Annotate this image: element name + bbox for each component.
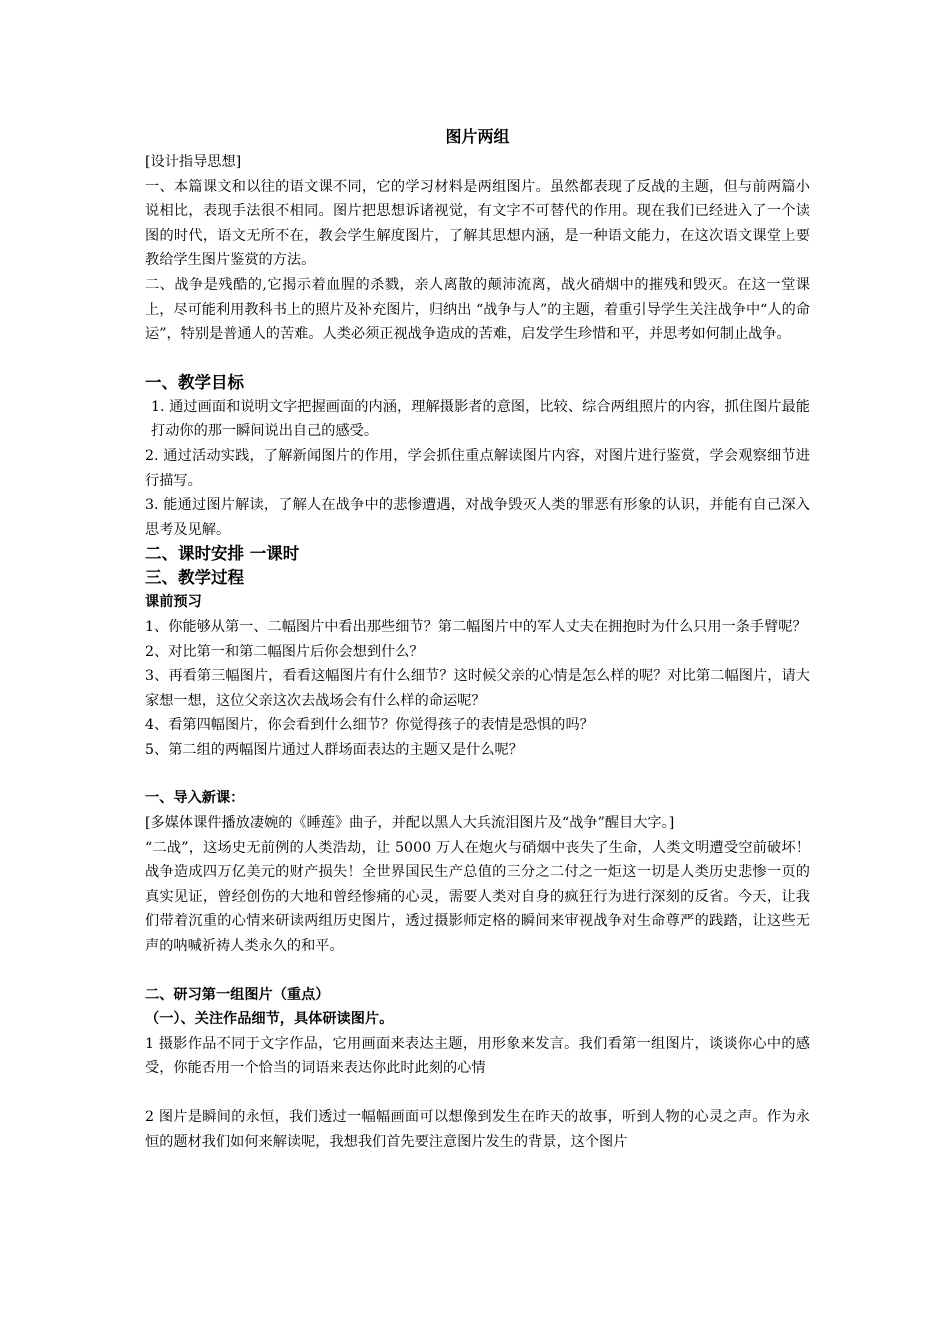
preview-question-5: 5、第二组的两幅图片通过人群场面表达的主题又是什么呢？ bbox=[145, 741, 523, 758]
goal-item-1: 1. 通过画面和说明文字把握画面的内涵，理解摄影者的意图，比较、综合两组照片的内容，抓住图片最能打动你的那一瞬间说出自己的感受。 bbox=[151, 398, 810, 440]
preview-question-3: 3、再看第三幅图片，看看这幅图片有什么细节？这时候父亲的心情是怎么样的呢？对比第二幅图片，请大家想一想，这位父亲这次去战场会有什么样的命运呢？ bbox=[145, 668, 810, 709]
process-heading: 三、教学过程 bbox=[145, 568, 244, 588]
schedule-heading: 二、课时安排 一课时 bbox=[145, 544, 300, 564]
document-page bbox=[145, 124, 810, 1154]
intro-paragraph: “二战”，这场史无前例的人类浩劫，让 5000 万人在炮火与硝烟中丧失了生命，人类文明遭受空前破坏！战争造成四万亿美元的财产损失！全世界国民生产总值的三分之二付之一炬这一切是人类历史悲惨一页的真实见证，曾经创伤的大地和曾经惨痛的心灵，需要人类对自身的疯狂行为进行深刻的反省。今天，让我们带着沉重的心情来研读两组历史图片，透过摄影师定格的瞬间来审视战争对生命尊严的践踏，让这些无声的呐喊祈祷人类永久的和平。 bbox=[145, 839, 810, 955]
preview-question-4: 4、看第四幅图片，你会看到什么细节？你觉得孩子的表情是恐惧的吗？ bbox=[145, 717, 594, 734]
goal-item-3: 3. 能通过图片解读，了解人在战争中的悲惨遭遇，对战争毁灭人类的罪恶有形象的认识，并能有自己深入思考及见解。 bbox=[145, 497, 810, 538]
study-heading: 二、研习第一组图片（重点） bbox=[145, 986, 330, 1003]
preview-question-2: 2、对比第一和第二幅图片后你会想到什么？ bbox=[145, 643, 424, 660]
goals-heading: 一、教学目标 bbox=[145, 372, 244, 392]
design-paragraph-2: 二、战争是残酷的,它揭示着血腥的杀戮，亲人离散的颠沛流离，战火硝烟中的摧残和毁灭。在这一堂课上，尽可能利用教科书上的照片及补充图片，归纳出 “战争与人”的主题，着重引导学生关注战争中“人的命运”，特别是普通人的苦难。人类必须正视战争造成的苦难，启发学生珍惜和平，并思考如何制止战争。 bbox=[145, 276, 810, 343]
preview-question-1: 1、你能够从第一、二幅图片中看出那些细节？第二幅图片中的军人丈夫在拥抱时为什么只用一条手臂呢？ bbox=[145, 618, 807, 635]
goal-item-2: 2. 通过活动实践，了解新闻图片的作用，学会抓住重点解读图片内容，对图片进行鉴赏，学会观察细节进行描写。 bbox=[145, 447, 810, 489]
study-subheading: （一）、关注作品细节，具体研读图片。 bbox=[145, 1011, 394, 1028]
design-header: [设计指导思想] bbox=[145, 154, 242, 170]
spacer bbox=[145, 347, 810, 371]
spacer bbox=[145, 1081, 810, 1105]
intro-heading: 一、导入新课： bbox=[145, 790, 245, 807]
page-title: 图片两组 bbox=[445, 127, 510, 146]
spacer bbox=[145, 762, 810, 786]
intro-media-note: [多媒体课件播放凄婉的《睡莲》曲子，并配以黑人大兵流泪图片及“战争”醒目大字。] bbox=[145, 815, 675, 832]
design-paragraph-1: 一、本篇课文和以往的语文课不同，它的学习材料是两组图片。虽然都表现了反战的主题，但与前两篇小说相比，表现手法很不相同。图片把思想诉诸视觉，有文字不可替代的作用。现在我们已经进入了一个读图的时代，语文无所不在，教会学生解度图片，了解其思想内涵，是一种语文能力，在这次语文课堂上要教给学生图片鉴赏的方法。 bbox=[145, 178, 810, 269]
study-paragraph-1: 1 摄影作品不同于文字作品，它用画面来表达主题，用形象来发言。我们看第一组图片，谈谈你心中的感受，你能否用一个恰当的词语来表达你此时此刻的心情 bbox=[145, 1035, 810, 1077]
preview-heading: 课前预习 bbox=[145, 594, 202, 611]
spacer bbox=[145, 959, 810, 983]
study-paragraph-2: 2 图片是瞬间的永恒，我们透过一幅幅画面可以想像到发生在昨天的故事，听到人物的心灵之声。作为永恒的题材我们如何来解读呢，我想我们首先要注意图片发生的背景，这个图片 bbox=[145, 1109, 810, 1150]
